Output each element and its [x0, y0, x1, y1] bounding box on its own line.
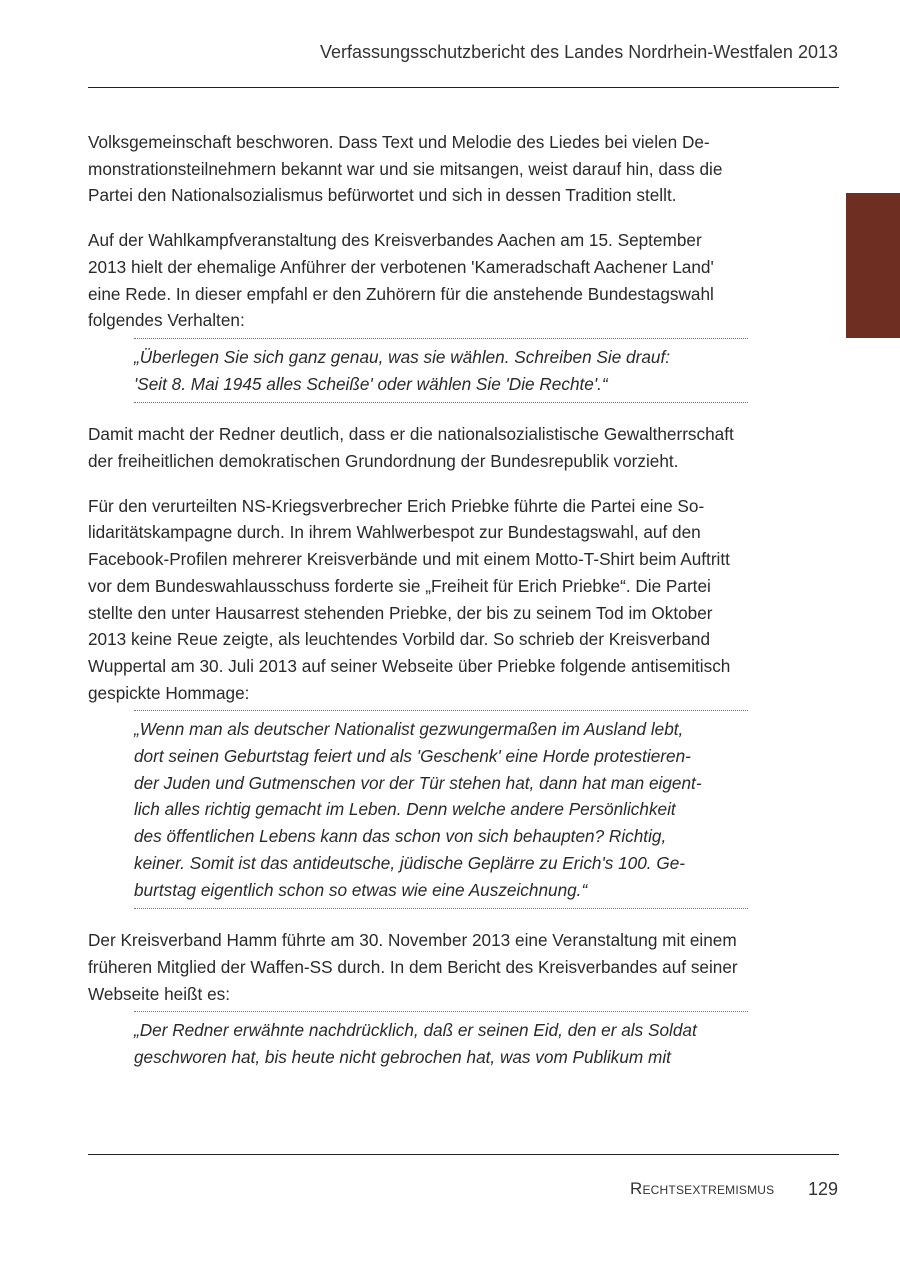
- header-rule: [88, 87, 839, 88]
- text-line: Auf der Wahlkampfveranstaltung des Kreisverbandes Aachen am 15. September: [88, 230, 702, 251]
- quote-line: dort seinen Geburtstag feiert und als 'Geschenk' eine Horde protestieren-: [134, 746, 691, 767]
- text-line: gespickte Hommage:: [88, 682, 250, 703]
- page-number: 129: [807, 1179, 838, 1199]
- footer-section-label: Rechtsextremismus: [630, 1179, 775, 1198]
- text-line: Für den verurteilten NS-Kriegsverbrecher Erich Priebke führte die Partei eine So-: [88, 495, 705, 516]
- text-line: Damit macht der Redner deutlich, dass er die nationalsozialistische Gewaltherrschaft: [88, 424, 734, 445]
- body-text: [88, 129, 818, 1076]
- text-line: der freiheitlichen demokratischen Grundordnung der Bundesrepublik vorzieht.: [88, 451, 679, 472]
- text-line: 2013 keine Reue zeigte, als leuchtendes Vorbild dar. So schrieb der Kreisverband: [88, 629, 711, 650]
- text-line: vor dem Bundeswahlausschuss forderte sie „Freiheit für Erich Priebke“. Die Partei: [88, 575, 711, 596]
- quote-line: lich alles richtig gemacht im Leben. Denn welche andere Persönlichkeit: [134, 799, 676, 820]
- paragraph-5: [88, 927, 818, 1007]
- quote-line: 'Seit 8. Mai 1945 alles Scheiße' oder wählen Sie 'Die Rechte'.“: [134, 373, 608, 394]
- text-line: früheren Mitglied der Waffen-SS durch. In dem Bericht des Kreisverbandes auf seiner: [88, 956, 738, 977]
- quote-line: „Der Redner erwähnte nachdrücklich, daß er seinen Eid, den er als Soldat: [134, 1020, 697, 1041]
- text-line: 2013 hielt der ehemalige Anführer der verbotenen 'Kameradschaft Aachener Land': [88, 256, 714, 277]
- quote-line: der Juden und Gutmenschen vor der Tür stehen hat, dann hat man eigent-: [134, 772, 702, 793]
- blockquote-1: [134, 338, 748, 403]
- text-line: Volksgemeinschaft beschworen. Dass Text und Melodie des Liedes bei vielen De-: [88, 132, 710, 152]
- page-header-title: Verfassungsschutzbericht des Landes Nordrhein-Westfalen 2013: [320, 42, 838, 62]
- quote-line: „Wenn man als deutscher Nationalist gezwungermaßen im Ausland lebt,: [134, 719, 684, 740]
- blockquote-2: [134, 710, 748, 909]
- text-line: folgendes Verhalten:: [88, 310, 245, 331]
- text-line: monstrationsteilnehmern bekannt war und sie mitsangen, weist darauf hin, dass die: [88, 158, 723, 179]
- text-line: Wuppertal am 30. Juli 2013 auf seiner Webseite über Priebke folgende antisemitisch: [88, 655, 731, 676]
- paragraph-3: [88, 421, 818, 474]
- text-line: Facebook-Profilen mehrerer Kreisverbände und mit einem Motto-T-Shirt beim Auftritt: [88, 549, 730, 570]
- paragraph-4: [88, 493, 818, 707]
- quote-line: des öffentlichen Lebens kann das schon von sich behaupten? Richtig,: [134, 826, 667, 847]
- quote-line: geschworen hat, bis heute nicht gebrochen hat, was vom Publikum mit: [134, 1047, 671, 1068]
- text-line: eine Rede. In dieser empfahl er den Zuhörern für die anstehende Bundestagswahl: [88, 283, 714, 304]
- blockquote-3: [134, 1011, 748, 1075]
- quote-line: keiner. Somit ist das antideutsche, jüdische Geplärre zu Erich's 100. Ge-: [134, 852, 685, 873]
- text-line: Der Kreisverband Hamm führte am 30. November 2013 eine Veranstaltung mit einem: [88, 930, 737, 951]
- paragraph-2: [88, 227, 818, 334]
- paragraph-1: [88, 129, 818, 209]
- text-line: Webseite heißt es:: [88, 983, 231, 1004]
- footer-rule: [88, 1154, 839, 1155]
- text-line: lidaritätskampagne durch. In ihrem Wahlwerbespot zur Bundestagswahl, auf den: [88, 522, 701, 543]
- quote-line: „Überlegen Sie sich ganz genau, was sie wählen. Schreiben Sie drauf:: [134, 346, 670, 367]
- text-line: Partei den Nationalsozialismus befürwortet und sich in dessen Tradition stellt.: [88, 185, 677, 206]
- quote-line: burtstag eigentlich schon so etwas wie eine Auszeichnung.“: [134, 879, 588, 900]
- chapter-side-tab: [846, 193, 900, 338]
- text-line: stellte den unter Hausarrest stehenden Priebke, der bis zu seinem Tod im Oktober: [88, 602, 713, 623]
